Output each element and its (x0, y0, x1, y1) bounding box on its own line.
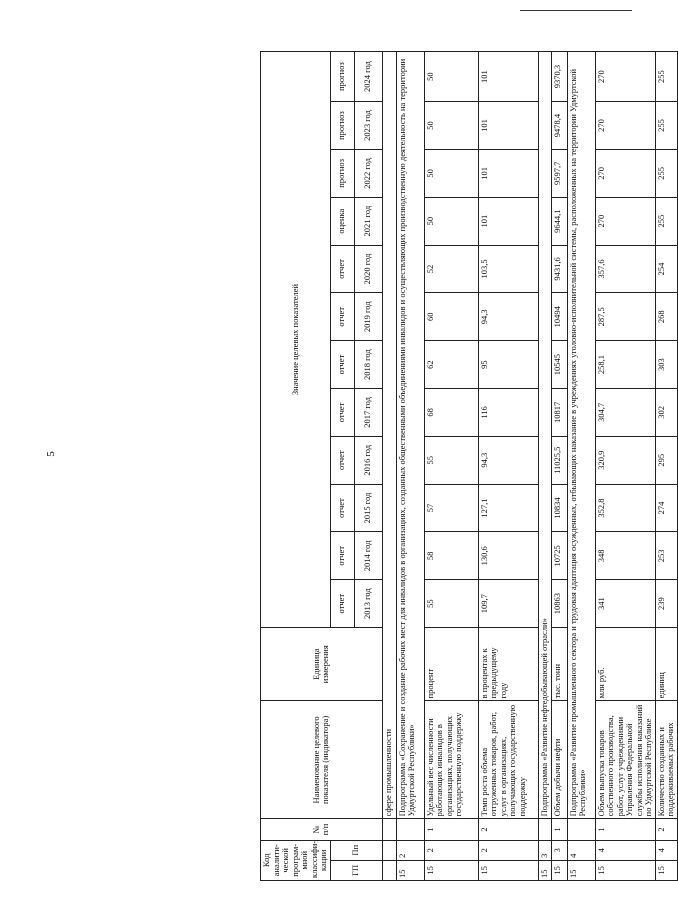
value-cell: 55 (424, 580, 478, 628)
indicator-name: Количество созданных и поддерживаемых рабочих (655, 701, 677, 819)
value-cell: 52 (424, 245, 478, 293)
value-cell: 255 (655, 197, 677, 245)
header-year: 2024 год (354, 52, 382, 102)
header-status: отчет (330, 436, 354, 484)
table-row (478, 52, 538, 881)
header-year: 2017 год (354, 389, 382, 437)
header-status: отчет (330, 389, 354, 437)
value-cell: 255 (655, 102, 677, 150)
value-cell: 127,1 (478, 484, 538, 532)
cell-gp: 15 (551, 860, 567, 880)
cell-gp: 15 (595, 860, 655, 880)
target-indicators-table (260, 51, 678, 881)
value-cell: 303 (655, 341, 677, 389)
value-cell: 68 (424, 389, 478, 437)
header-status: прогноз (330, 149, 354, 197)
value-cell: 255 (655, 52, 677, 102)
value-cell: 94,3 (478, 436, 538, 484)
value-cell: 9370,3 (551, 52, 567, 102)
value-cell: 10863 (551, 580, 567, 628)
header-year: 2016 год (354, 436, 382, 484)
header-year: 2014 год (354, 532, 382, 580)
value-cell: 50 (424, 52, 478, 102)
cell-num: 2 (655, 819, 677, 840)
value-cell: 274 (655, 484, 677, 532)
value-cell: 50 (424, 197, 478, 245)
page-number: 5 (45, 451, 57, 457)
cell-num (382, 819, 396, 840)
cell-pp: 2 (478, 840, 538, 860)
cell-num: 1 (424, 819, 478, 840)
cell-pp (382, 840, 396, 860)
indicator-name: Удельный вес численности работающих инвалидов в организациях, получающих государственную поддержку (424, 701, 478, 819)
cell-pp: 2 (424, 840, 478, 860)
header-year: 2018 год (354, 341, 382, 389)
value-cell: 258,1 (595, 341, 655, 389)
value-cell: 101 (478, 102, 538, 150)
header-name: Наименование целевого показателя (индикатора) (261, 701, 383, 819)
section-title: Подпрограмма «Развитие нефтедобывающей отрасли» (538, 52, 551, 819)
value-cell: 94,3 (478, 293, 538, 341)
value-cell: 348 (595, 532, 655, 580)
header-year: 2019 год (354, 293, 382, 341)
cell-num: 1 (551, 819, 567, 840)
cell-gp: 15 (424, 860, 478, 880)
cell-gp: 15 (567, 860, 595, 880)
value-cell: 254 (655, 245, 677, 293)
table-row (424, 52, 478, 881)
header-status: отчет (330, 580, 354, 628)
value-cell: 10725 (551, 532, 567, 580)
value-cell: 57 (424, 484, 478, 532)
value-cell: 10545 (551, 341, 567, 389)
table-row (567, 52, 595, 881)
value-cell: 10817 (551, 389, 567, 437)
header-gp: ГП (330, 860, 382, 880)
value-cell: 10494 (551, 293, 567, 341)
unit-cell: млн руб. (595, 628, 655, 701)
value-cell: 101 (478, 52, 538, 102)
value-cell: 130,6 (478, 532, 538, 580)
cell-gp: 15 (655, 860, 677, 880)
unit-cell: тыс. тонн (551, 628, 567, 701)
value-cell: 9644,1 (551, 197, 567, 245)
value-cell: 268 (655, 293, 677, 341)
header-status: оценка (330, 197, 354, 245)
unit-cell: процент (424, 628, 478, 701)
value-cell: 101 (478, 149, 538, 197)
value-cell: 352,8 (595, 484, 655, 532)
value-cell: 287,5 (595, 293, 655, 341)
table-row (595, 52, 655, 881)
rotated-table-sheet (260, 51, 676, 881)
value-cell: 50 (424, 102, 478, 150)
cell-gp: 15 (478, 860, 538, 880)
header-status: отчет (330, 532, 354, 580)
table-row (655, 52, 677, 881)
value-cell: 239 (655, 580, 677, 628)
indicator-name: Темп роста объема отгруженных товаров, работ, услуг в организациях, получающих государственную поддержку (478, 701, 538, 819)
value-cell: 11025,5 (551, 436, 567, 484)
unit-cell: единиц (655, 628, 677, 701)
section-title: Подпрограмма «Сохранение и создание рабочих мест для инвалидов в организациях, созданных общественными объединениями инвалидов и осуществляющих производственную деятельность на территории Удмуртской Республики» (396, 52, 424, 819)
header-status: прогноз (330, 102, 354, 150)
header-status: отчет (330, 293, 354, 341)
value-cell: 270 (595, 102, 655, 150)
header-status: отчет (330, 341, 354, 389)
header-status: отчет (330, 484, 354, 532)
header-status: прогноз (330, 52, 354, 102)
cell-pp: 2 (396, 840, 424, 860)
cell-pp: 4 (655, 840, 677, 860)
top-rule (520, 10, 632, 11)
header-year: 2015 год (354, 484, 382, 532)
value-cell: 9431,6 (551, 245, 567, 293)
value-cell: 103,5 (478, 245, 538, 293)
cell-num (538, 819, 551, 840)
value-cell: 95 (478, 341, 538, 389)
header-year: 2023 год (354, 102, 382, 150)
value-cell: 50 (424, 149, 478, 197)
value-cell: 9597,7 (551, 149, 567, 197)
header-year: 2013 год (354, 580, 382, 628)
header-year: 2022 год (354, 149, 382, 197)
cell-gp: 15 (396, 860, 424, 880)
value-cell: 109,7 (478, 580, 538, 628)
value-cell: 270 (595, 52, 655, 102)
header-num: № п/п (261, 819, 383, 840)
cell-num: 1 (595, 819, 655, 840)
header-year: 2021 год (354, 197, 382, 245)
value-cell: 270 (595, 149, 655, 197)
header-code-group: Код аналити-ческой програм-мной классифи-кации (261, 840, 331, 880)
value-cell: 253 (655, 532, 677, 580)
cell-pp: 3 (551, 840, 567, 860)
table-row (382, 52, 396, 881)
table-row (551, 52, 567, 881)
table-row (538, 52, 551, 881)
header-status: отчет (330, 245, 354, 293)
header-pp: Пп (330, 840, 382, 860)
value-cell: 116 (478, 389, 538, 437)
cell-num: 2 (478, 819, 538, 840)
header-values-title: Значение целевых показателей (261, 52, 331, 628)
indicator-name: Объем добычи нефти (551, 701, 567, 819)
value-cell: 320,9 (595, 436, 655, 484)
cell-pp: 4 (567, 840, 595, 860)
value-cell: 302 (655, 389, 677, 437)
unit-cell: в процентах к предыдущему году (478, 628, 538, 701)
value-cell: 9478,4 (551, 102, 567, 150)
value-cell: 10834 (551, 484, 567, 532)
section-title: сфере промышленности (382, 52, 396, 819)
cell-num (396, 819, 424, 840)
value-cell: 341 (595, 580, 655, 628)
value-cell: 357,6 (595, 245, 655, 293)
cell-pp: 4 (595, 840, 655, 860)
table-body (261, 52, 678, 881)
header-unit: Единица измерения (261, 628, 383, 701)
value-cell: 55 (424, 436, 478, 484)
value-cell: 255 (655, 149, 677, 197)
value-cell: 101 (478, 197, 538, 245)
value-cell: 60 (424, 293, 478, 341)
value-cell: 304,7 (595, 389, 655, 437)
table-row (396, 52, 424, 881)
value-cell: 62 (424, 341, 478, 389)
section-title: Подпрограмма «Развитие промышленного сектора и трудовая адаптация осужденных, отбывающих наказание в учреждениях уголовно-исполнительной системы, расположенных на территории Удмуртской Республики» (567, 52, 595, 819)
cell-num (567, 819, 595, 840)
cell-pp: 3 (538, 840, 551, 860)
cell-gp: 15 (538, 860, 551, 880)
value-cell: 58 (424, 532, 478, 580)
value-cell: 295 (655, 436, 677, 484)
value-cell: 270 (595, 197, 655, 245)
indicator-name: Объем выпуска товаров собственного производства, работ, услуг учреждениями Управления Федеральной службы исполнения наказаний по Удмуртской Республике (595, 701, 655, 819)
cell-gp (382, 860, 396, 880)
header-year: 2020 год (354, 245, 382, 293)
